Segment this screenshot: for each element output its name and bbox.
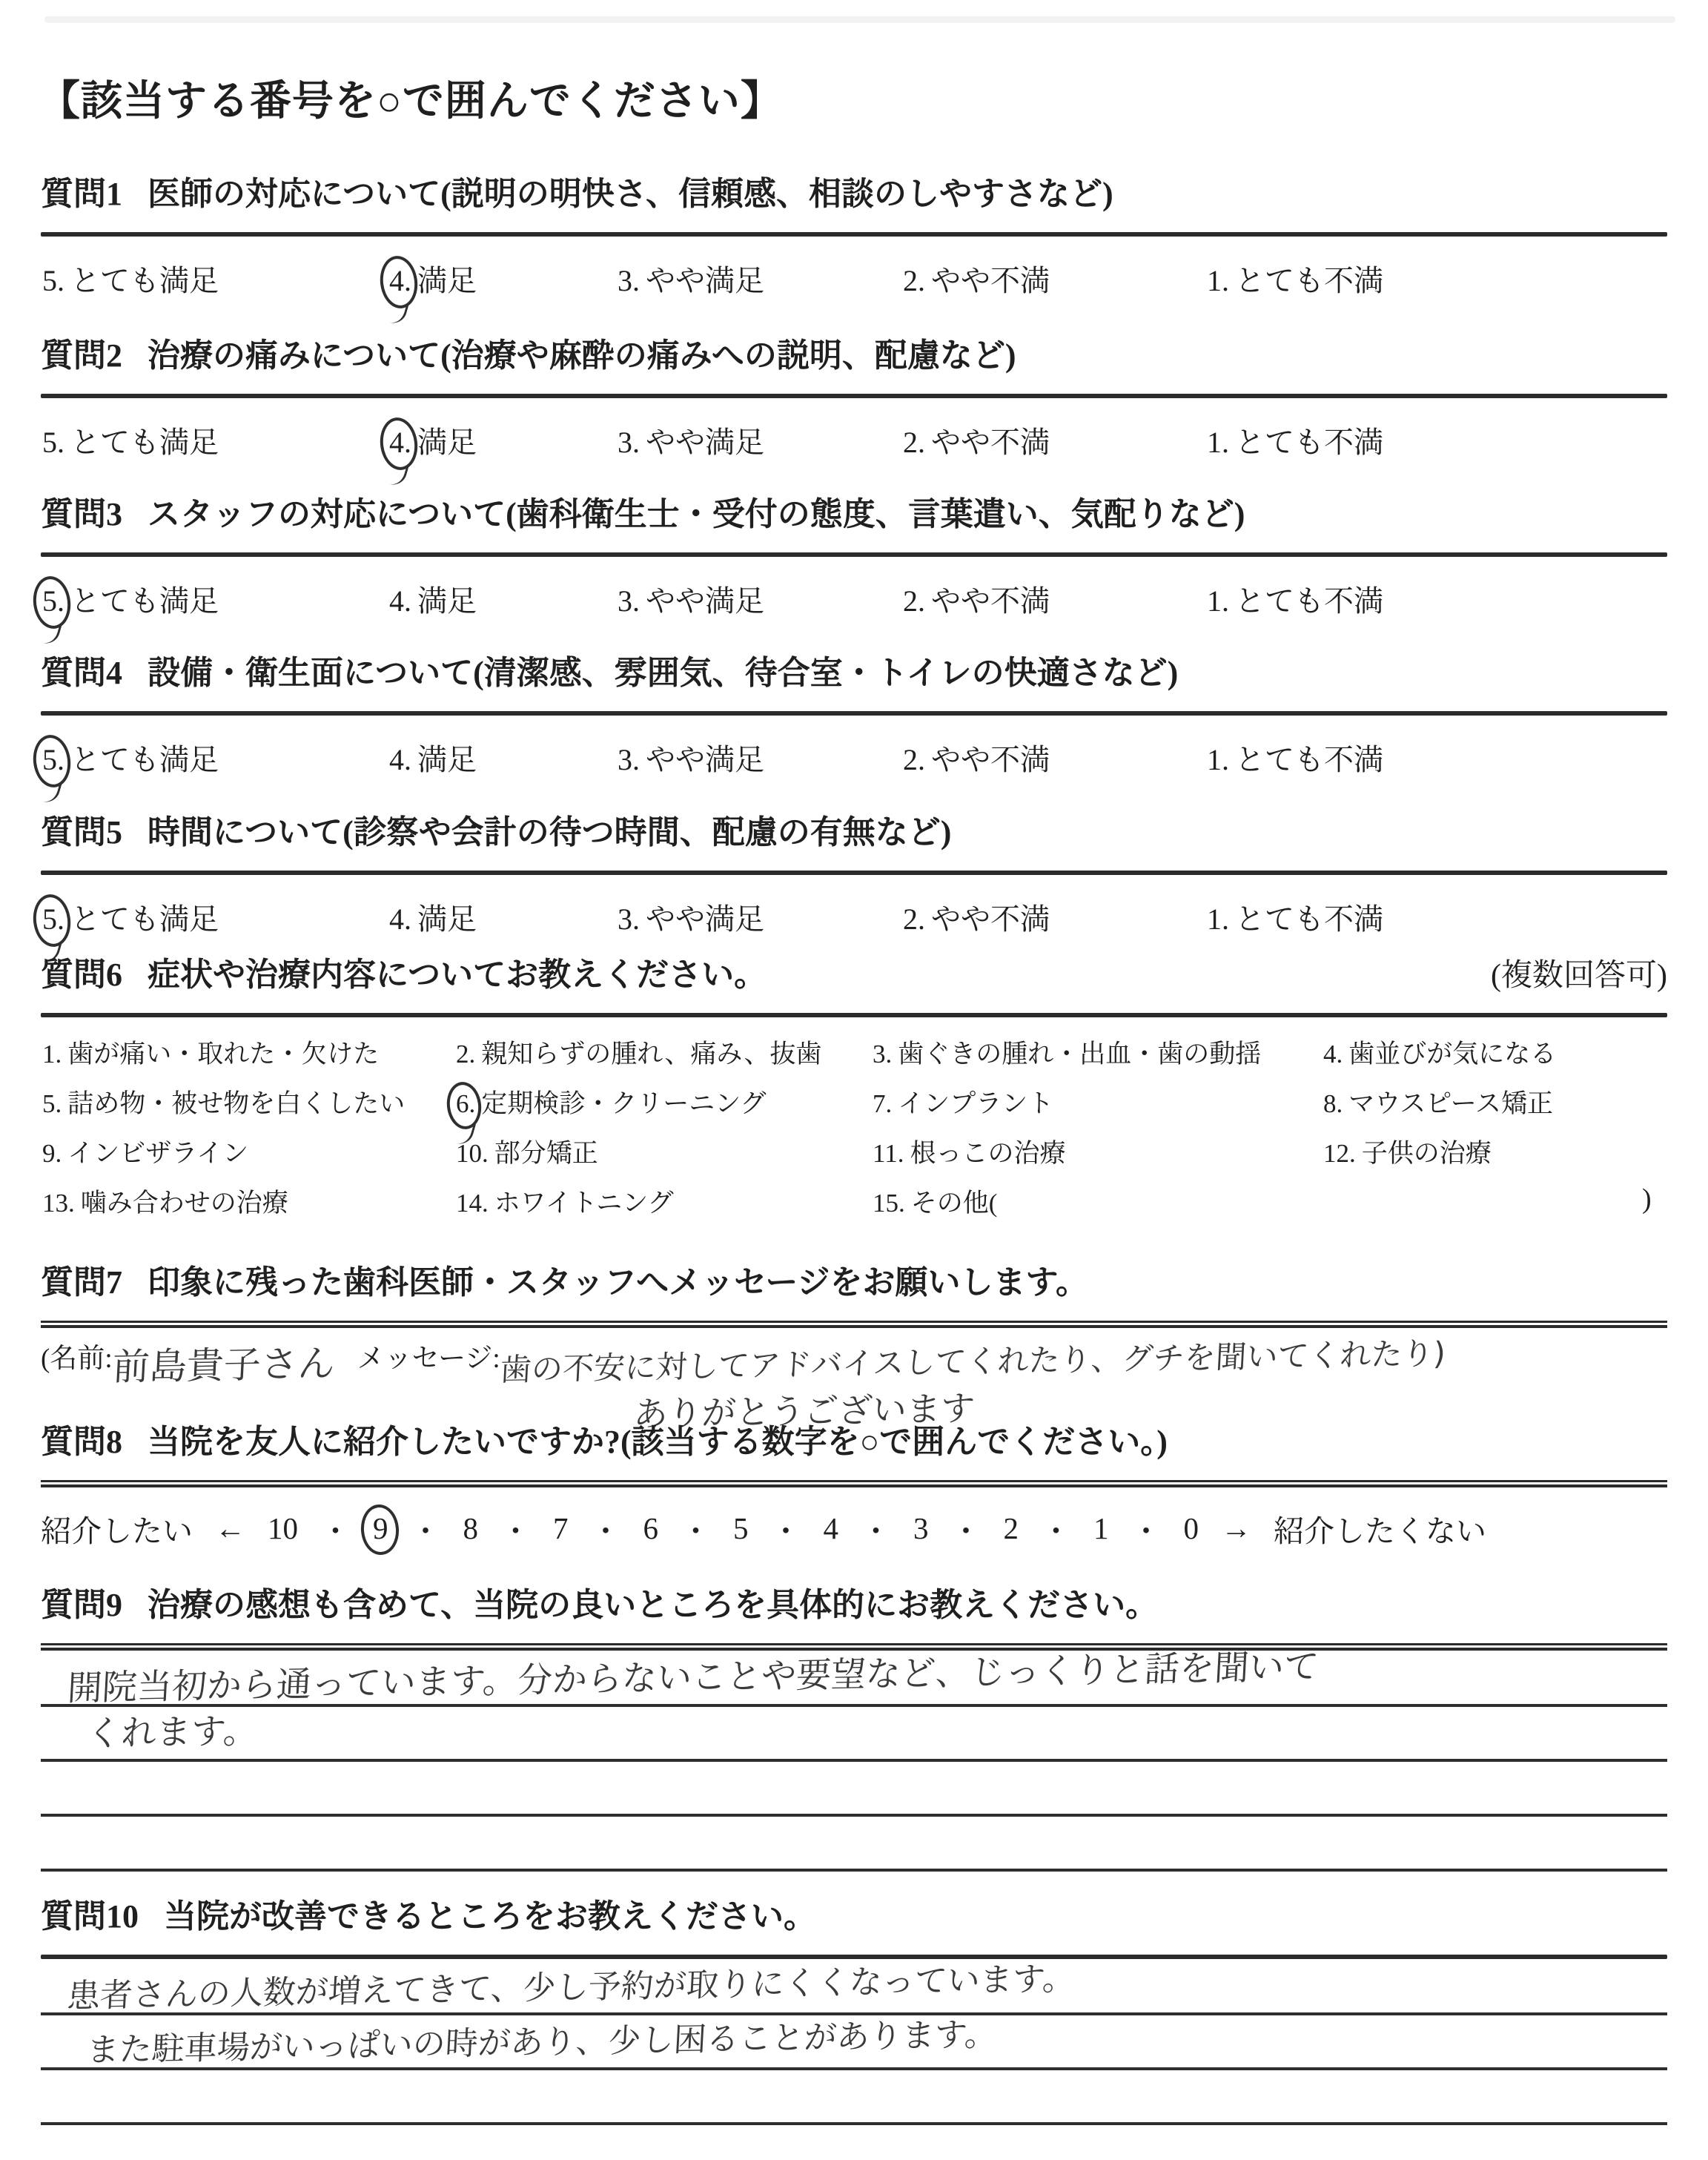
rating-option[interactable]	[389, 896, 477, 938]
rating-option[interactable]	[903, 896, 1050, 938]
divider	[41, 1321, 1667, 1328]
message-field-label: メッセージ:	[357, 1344, 500, 1374]
answer-line[interactable]	[41, 2015, 1667, 2070]
option-label: インプラント	[898, 1089, 1054, 1118]
question-4-section	[41, 646, 1667, 781]
question-header	[41, 487, 1667, 535]
symptom-option[interactable]	[456, 1083, 767, 1120]
page-title: 【該当する番号を○で囲んでください】	[39, 79, 783, 125]
question-title-wrap	[41, 948, 767, 995]
rating-options-row	[41, 573, 1667, 622]
question-header	[41, 1255, 1667, 1303]
question-number: 質問7	[41, 1264, 122, 1301]
right-arrow-icon: →	[1221, 1511, 1251, 1545]
option-label: やや不満	[931, 426, 1050, 459]
option-label: やや不満	[931, 743, 1050, 776]
answer-line[interactable]	[41, 1762, 1667, 1817]
option-number: 3.	[618, 426, 640, 459]
rating-option[interactable]	[389, 257, 477, 300]
message-field-value-line2: ありがとうございます	[632, 1387, 976, 1435]
divider	[41, 232, 1667, 237]
option-number: 2.	[903, 426, 925, 459]
option-label: やや満足	[646, 902, 764, 936]
name-field-label: (名前:	[41, 1344, 113, 1374]
option-number: 1.	[1207, 743, 1229, 776]
nps-numbers	[268, 1507, 1199, 1550]
option-number: 2.	[903, 743, 925, 776]
question-number: 質問4	[41, 655, 122, 691]
selected-circle-mark: 5.	[42, 584, 64, 618]
name-field-value[interactable]: 前島貴子さん	[110, 1341, 336, 1389]
option-label: とても満足	[70, 743, 219, 776]
symptom-option[interactable]	[42, 1183, 288, 1220]
answer-line[interactable]	[41, 1961, 1667, 2015]
option-label: とても満足	[70, 584, 219, 618]
divider	[41, 1013, 1667, 1017]
scale-separator: ・	[770, 1513, 801, 1548]
scale-separator: ・	[590, 1513, 621, 1548]
symptom-option[interactable]	[456, 1034, 821, 1071]
option-label: とても不満	[1235, 584, 1383, 618]
rating-option[interactable]	[618, 736, 764, 779]
option-label: 歯が痛い・取れた・欠けた	[67, 1040, 380, 1069]
scale-separator: ・	[1131, 1513, 1162, 1548]
question-3-section	[41, 487, 1667, 622]
option-label: 定期検診・クリーニング	[481, 1089, 767, 1118]
nps-number[interactable]: 7	[553, 1511, 569, 1545]
scale-separator: ・	[500, 1513, 531, 1548]
question-header	[41, 1889, 1667, 1937]
option-number: 5.	[42, 264, 64, 297]
divider	[41, 394, 1667, 398]
answer-line[interactable]	[41, 1646, 1667, 1709]
option-label: とても不満	[1235, 902, 1383, 936]
nps-number[interactable]: 3	[913, 1511, 929, 1545]
question-header	[41, 948, 1667, 995]
symptom-option[interactable]	[42, 1083, 405, 1120]
rating-option[interactable]	[903, 257, 1050, 300]
nps-number[interactable]: 5	[733, 1511, 749, 1545]
rating-option[interactable]	[1207, 578, 1383, 620]
question-number: 質問9	[41, 1587, 122, 1623]
rating-options-row	[41, 891, 1667, 940]
answer-line[interactable]	[41, 2070, 1667, 2125]
question-title: 症状や治療内容についてお教えください。	[148, 957, 767, 993]
question-2-section	[41, 328, 1667, 463]
option-label: とても不満	[1235, 426, 1383, 459]
rating-option[interactable]	[618, 419, 764, 461]
question-title: 当院を友人に紹介したいですか?(該当する数字を○で囲んでください。)	[148, 1424, 1168, 1460]
divider	[41, 711, 1667, 716]
scan-artifact	[44, 16, 1675, 23]
question-number: 質問3	[41, 496, 122, 532]
scale-separator: ・	[410, 1513, 441, 1548]
question-8-section	[41, 1415, 1667, 1556]
option-number: 9.	[42, 1139, 62, 1168]
option-label: 子供の治療	[1361, 1139, 1492, 1168]
nps-number[interactable]: 6	[643, 1511, 658, 1545]
message-field-value[interactable]: 歯の不安に対してアドバイスしてくれたり、グチを聞いてくれたり)	[499, 1335, 1446, 1388]
question-header	[41, 328, 1667, 376]
nps-number[interactable]: 0	[1183, 1511, 1199, 1545]
handwritten-answer: また駐車場がいっぱいの時があり、少し困ることがあります。	[85, 2015, 999, 2070]
option-number: 3.	[618, 264, 640, 297]
option-label: 歯ぐきの腫れ・出血・歯の動揺	[898, 1040, 1262, 1069]
rating-options-row	[41, 415, 1667, 463]
selected-circle-mark: 4.	[389, 264, 411, 297]
option-number: 15.	[873, 1189, 905, 1218]
nps-number[interactable]: 8	[463, 1511, 478, 1545]
option-label: やや満足	[646, 584, 764, 618]
question-5-section	[41, 805, 1667, 940]
divider	[41, 1480, 1667, 1487]
option-label: 歯並びが気になる	[1348, 1040, 1557, 1069]
option-label: とても満足	[70, 426, 219, 459]
symptom-option[interactable]	[1323, 1083, 1553, 1120]
question-number: 質問8	[41, 1424, 122, 1460]
rating-option[interactable]	[618, 257, 764, 300]
option-number: 11.	[873, 1139, 904, 1168]
question-number: 質問5	[41, 814, 122, 851]
option-number: 7.	[873, 1089, 893, 1118]
nps-number[interactable]: 2	[1003, 1511, 1019, 1545]
question-9-section	[41, 1578, 1667, 1872]
answer-line[interactable]	[41, 1707, 1667, 1762]
divider	[41, 552, 1667, 557]
option-number: 3.	[618, 584, 640, 618]
rating-option[interactable]	[389, 419, 477, 461]
option-number: 5.	[42, 426, 64, 459]
option-label: 根っこの治療	[910, 1139, 1066, 1168]
option-label: 満足	[417, 584, 477, 618]
option-number: 2.	[903, 902, 925, 936]
selected-circle-mark: 5.	[42, 902, 64, 936]
rating-option[interactable]	[42, 419, 219, 461]
scale-right-label: 紹介したくない	[1274, 1513, 1486, 1548]
option-label: 満足	[417, 902, 477, 936]
nps-number[interactable]: 1	[1093, 1511, 1109, 1545]
multiple-answers-note: (複数回答可)	[1491, 959, 1667, 993]
option-number: 1.	[1207, 264, 1229, 297]
option-number: 4.	[389, 902, 411, 936]
rating-options-row	[41, 253, 1667, 302]
rating-option[interactable]	[1207, 419, 1383, 461]
scale-separator: ・	[681, 1513, 711, 1548]
option-label: とても不満	[1235, 264, 1383, 297]
question-number: 質問6	[41, 957, 122, 993]
divider	[41, 871, 1667, 875]
option-label: とても不満	[1235, 743, 1383, 776]
question-number: 質問1	[41, 176, 122, 212]
rating-option[interactable]	[1207, 896, 1383, 938]
question-title: 印象に残った歯科医師・スタッフへメッセージをお願いします。	[148, 1264, 1088, 1301]
question-title: 当院が改善できるところをお教えください。	[164, 1898, 816, 1935]
scale-left-label: 紹介したい	[41, 1513, 193, 1548]
other-close-paren: )	[1642, 1183, 1652, 1215]
rating-options-row	[41, 732, 1667, 781]
option-label: 親知らずの腫れ、痛み、抜歯	[481, 1040, 822, 1069]
rating-option[interactable]	[42, 578, 219, 620]
scale-separator: ・	[1041, 1513, 1071, 1548]
rating-option[interactable]	[389, 578, 477, 620]
symptom-option[interactable]	[873, 1183, 997, 1220]
option-label: 部分矯正	[494, 1139, 598, 1168]
rating-option[interactable]	[618, 578, 764, 620]
option-number: 12.	[1323, 1139, 1356, 1168]
handwritten-answer: 開院当初から通っています。分からないことや要望など、じっくりと話を聞いて	[66, 1646, 1320, 1709]
option-number: 1.	[42, 1040, 62, 1069]
nps-scale-row	[41, 1501, 1667, 1556]
option-number: 4.	[389, 584, 411, 618]
question-number: 質問2	[41, 337, 122, 374]
rating-option[interactable]	[1207, 257, 1383, 300]
rating-option[interactable]	[42, 257, 219, 300]
option-label: 満足	[417, 426, 477, 459]
symptom-option[interactable]	[1323, 1133, 1492, 1170]
question-header	[41, 805, 1667, 853]
nps-number[interactable]: 10	[268, 1511, 298, 1545]
option-number: 5.	[42, 1089, 62, 1118]
question-7-section	[41, 1255, 1667, 1433]
handwritten-answer: 患者さんの人数が増えてきて、少し予約が取りにくくなっています。	[66, 1960, 1076, 2015]
option-label: 満足	[417, 743, 477, 776]
question-10-section	[41, 1889, 1667, 2160]
option-number: 1.	[1207, 902, 1229, 936]
rating-option[interactable]	[42, 736, 219, 779]
scale-separator: ・	[950, 1513, 982, 1548]
option-number: 8.	[1323, 1089, 1343, 1118]
option-label: やや満足	[646, 426, 764, 459]
option-number: 3.	[618, 902, 640, 936]
rating-option[interactable]	[42, 896, 219, 938]
question-header	[41, 646, 1667, 693]
option-label: やや満足	[646, 264, 764, 297]
option-label: とても満足	[70, 264, 219, 297]
option-number: 1.	[1207, 426, 1229, 459]
scale-separator: ・	[861, 1513, 891, 1548]
option-label: やや不満	[931, 902, 1050, 936]
option-label: やや不満	[931, 584, 1050, 618]
option-label: ホワイトニング	[494, 1189, 674, 1218]
option-number: 3.	[873, 1040, 893, 1069]
q9-answer-area	[41, 1646, 1667, 1872]
symptom-option[interactable]	[456, 1183, 674, 1220]
question-6-section	[41, 948, 1667, 1244]
selected-circle-mark: 4.	[389, 426, 411, 459]
option-label: やや不満	[931, 264, 1050, 297]
symptom-option[interactable]	[456, 1133, 598, 1170]
option-label: やや満足	[646, 743, 764, 776]
scale-separator: ・	[320, 1513, 351, 1548]
nps-number[interactable]: 4	[823, 1511, 838, 1545]
option-number: 2.	[903, 584, 925, 618]
option-label: マウスピース矯正	[1348, 1089, 1554, 1118]
question-title: 治療の感想も含めて、当院の良いところを具体的にお教えください。	[148, 1587, 1159, 1623]
symptom-option[interactable]	[873, 1083, 1053, 1120]
option-number: 2.	[903, 264, 925, 297]
symptom-option[interactable]	[1323, 1034, 1556, 1071]
option-number: 14.	[456, 1189, 489, 1218]
option-label: 満足	[417, 264, 477, 297]
rating-option[interactable]	[618, 896, 764, 938]
q7-answer-row	[41, 1335, 1667, 1389]
question-number: 質問10	[41, 1898, 139, 1935]
answer-line[interactable]	[41, 1817, 1667, 1872]
selected-circle-mark[interactable]: 9	[373, 1511, 388, 1545]
option-number: 10.	[456, 1139, 489, 1168]
q10-answer-area	[41, 1961, 1667, 2160]
option-label: とても満足	[70, 902, 219, 936]
option-label: 噛み合わせの治療	[80, 1189, 288, 1218]
option-number: 4.	[389, 743, 411, 776]
question-title: 設備・衛生面について(清潔感、雰囲気、待合室・トイレの快適さなど)	[148, 655, 1179, 691]
answer-line[interactable]	[41, 2125, 1667, 2160]
rating-option[interactable]	[903, 578, 1050, 620]
question-header	[41, 1415, 1667, 1462]
symptom-option[interactable]	[873, 1133, 1065, 1170]
question-title: 治療の痛みについて(治療や麻酔の痛みへの説明、配慮など)	[148, 337, 1016, 374]
symptom-option[interactable]	[42, 1034, 379, 1071]
option-label: その他(	[910, 1189, 998, 1218]
q6-options-grid	[41, 1029, 1667, 1244]
symptom-option[interactable]	[42, 1133, 248, 1170]
question-title: 時間について(診察や会計の待つ時間、配慮の有無など)	[148, 814, 952, 851]
left-arrow-icon: ←	[215, 1511, 245, 1545]
rating-option[interactable]	[389, 736, 477, 779]
rating-option[interactable]	[903, 419, 1050, 461]
option-number: 13.	[42, 1189, 75, 1218]
rating-option[interactable]	[903, 736, 1050, 779]
option-label: 詰め物・被せ物を白くしたい	[67, 1089, 406, 1118]
option-number: 3.	[618, 743, 640, 776]
question-title: 医師の対応について(説明の明快さ、信頼感、相談のしやすさなど)	[148, 176, 1113, 212]
handwritten-answer: くれます。	[85, 1710, 259, 1755]
option-number: 4.	[1323, 1040, 1343, 1069]
option-label: インビザライン	[67, 1139, 249, 1168]
symptom-option[interactable]	[873, 1034, 1261, 1071]
selected-circle-mark: 5.	[42, 743, 64, 776]
rating-option[interactable]	[1207, 736, 1383, 779]
selected-circle-mark: 6.	[456, 1089, 476, 1118]
question-1-section	[41, 167, 1667, 302]
question-header	[41, 167, 1667, 214]
question-title: スタッフの対応について(歯科衛生士・受付の態度、言葉遣い、気配りなど)	[148, 496, 1245, 532]
question-header	[41, 1578, 1667, 1625]
option-number: 2.	[456, 1040, 476, 1069]
option-number: 1.	[1207, 584, 1229, 618]
